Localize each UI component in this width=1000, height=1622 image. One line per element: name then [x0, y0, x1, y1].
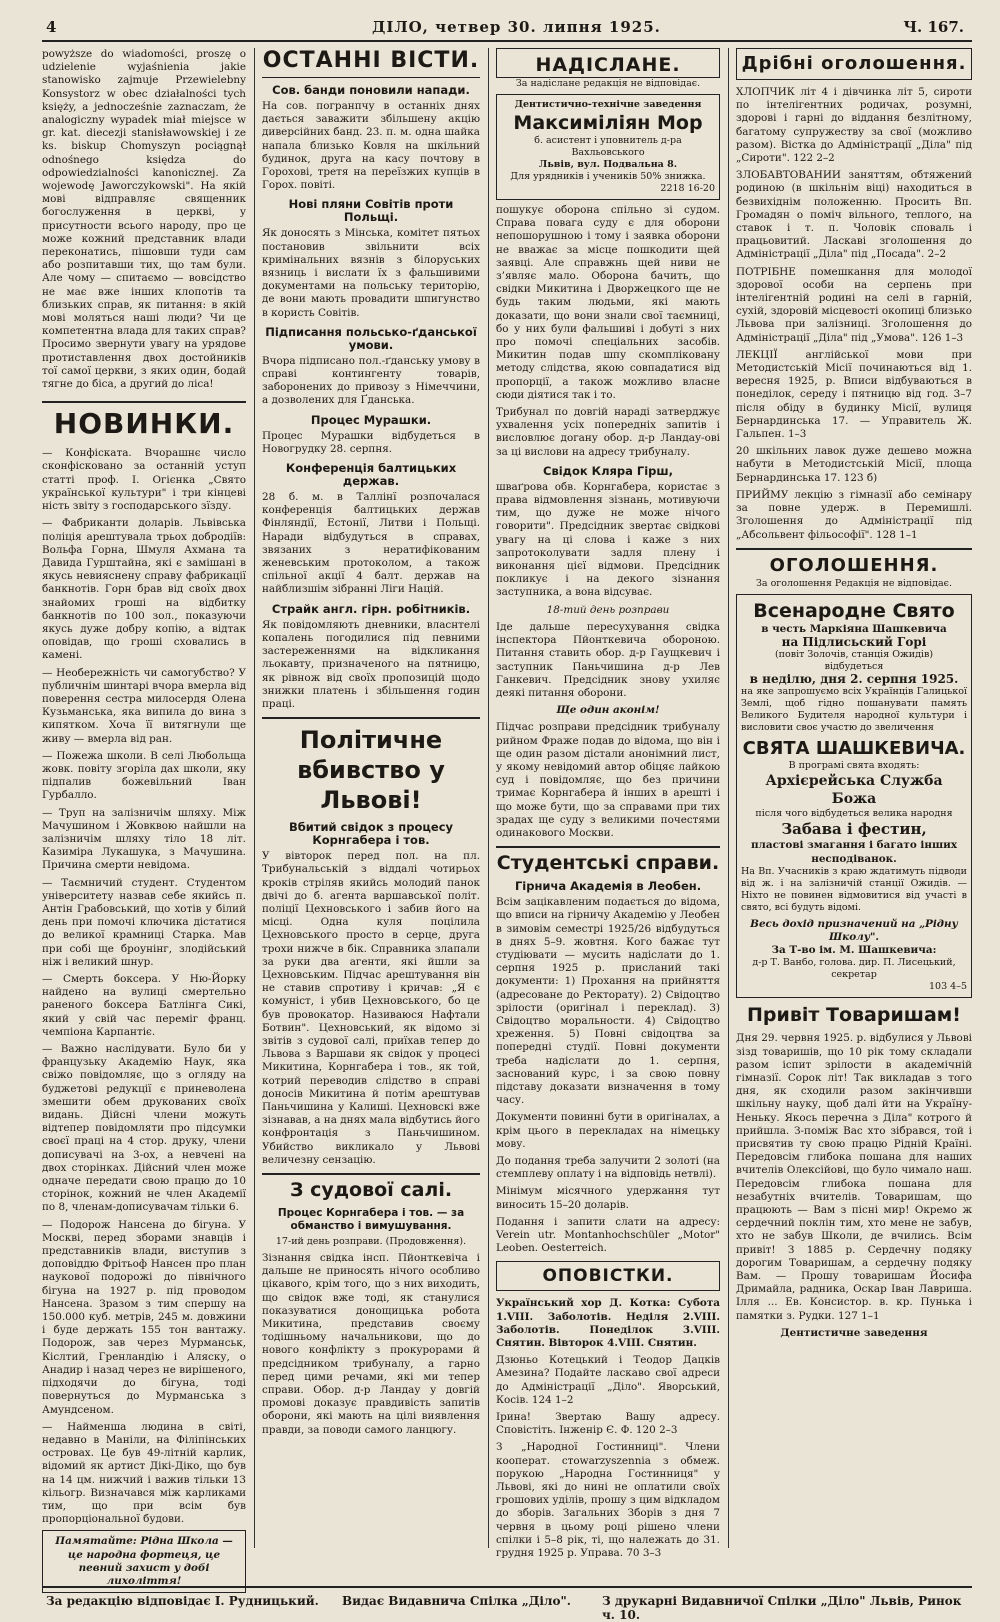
festival-text: на яке запрошуємо всіх Українців Галицької Землі, щоб гідно пошанувати память Великого Будителя народної культури і висловити своє участю до звеличення	[741, 686, 967, 734]
section-heading-small-ads: Дрібні оголошення.	[736, 48, 972, 80]
article-text: До подання треба залучити 2 золоті (на стемплеву оплату і на відповідь нетвлі).	[496, 1155, 720, 1181]
footer-publisher: Видає Видавнича Спілка „Діло".	[342, 1594, 571, 1608]
ad-line: Для урядників і учеників 50% знижка.	[510, 171, 706, 182]
ad-name: Максиміліян Мор	[513, 112, 703, 134]
festival-title: Всенародне Свято	[753, 599, 955, 622]
court-day-label: 17-ий день розправи. (Продовження).	[275, 1235, 467, 1247]
page-number: 4	[46, 18, 57, 36]
article-text: Документи повинні бути в оригіналах, а крім цього в перекладах на німецьку мову.	[496, 1111, 720, 1150]
headline: Підписання польсько-ґданської умови.	[265, 324, 477, 352]
article-text: Дня 29. червня 1925. р. відбулися у Львові зізд товаришів, що 10 рік тому складали разом іспит зрілости в академічній гімназії. Сорок літ! Так викладав з того дня, як сходили разом закінчивши шкільну науку, щоб далі йти на Україну-Неньку. Якось перечна з Діла" котрого й прийшла. З-поміж Вас хто зібрався, той і присвятив ту свою працю Рідній Країні. Передовсім глибока пошана для наших вчителів Олексійові, що було чимало наш. Передовсім глибока пошана для незабутніх вчителів. Товаришам, що працюють — Вам з пісні мир! Окремо ж сердечний поклін тим, хто мене не забув, хто не забув Школи, де вчились. Всім привіт! З 1885 р. Сердечну подяку дорогим Товаришам, а сердечну подяку Вам. — Прошу товаришам Йосифа Дримайла, радника, Оскар Іван Лавриша. Ілля ... Ев. Консистор. в. кр. Пунька і памятки з. Рудки. 127 1–1	[736, 1032, 972, 1322]
section-disclaimer: За оголошення Редакція не відповідає.	[755, 577, 953, 589]
festival-line: на Підлисьский Горі	[781, 634, 927, 649]
news-item: — Труп на залізничім шляху. Між Мачушином і Жовквою найшли на залізничім шляху тіло 18 літ. Казиміра Лукашука, з Мачушина. Причина смерти невідома.	[42, 806, 246, 872]
article-text: Процес Мурашки відбудеться в Новогрудку 28. серпня.	[262, 429, 480, 455]
news-item: — Подорож Нансена до бігуна. У Москві, перед зборами знавців і представників влади, виступив з доповіддю Фрітьоф Нансен про план наукової подорожі до північного бігуна на 1927 р. під проводом Нансена. Зразом з тим спершу на 150.000 куб. метрів, 245 м. довжини і буде держать 155 тон вантажу. Подорож, зав через Мурманськ, Кіслтий, Гренландію і Аляску, о Анадир і назад через не вирішеного, підходячи до бігуна, тоді повернуться до Мурманська з Амундсеном.	[42, 1218, 246, 1416]
notice-item: Дзюньо Котецький і Теодор Дацків Амезина? Подайте ласкаво свої адреси до Адміністрації „Діло". Яворський, Косів. 124 1–2	[496, 1354, 720, 1406]
headline: Нові пляни Совітів проти Польщі.	[288, 197, 454, 225]
news-item: — Важно наслідувати. Було би у французьку Академію Наук, яка свіжо повідомляє, що з огляду на буджетові редукції є приневолена змешити обем друкованих своїх видань. Дійсні члени можуть відтепер повідомляти про підсумки своєї праці на 4 стор. друку, члени дописувачі на 3-ох, а невчені на двох сторінках. Дійсний член може одначе передати свою працю до 10 сторінок, кожний не член Академії по 8, членам-дописувачам тільки 6.	[42, 1043, 246, 1214]
festival-line: відбудеться	[824, 661, 884, 673]
day-label: 18-тий день розправи	[546, 603, 670, 616]
news-item: — Пожежа школи. В селі Любольща жовк. повіту згоріла дах школи, яку підпалив божевільний Іван Гурбалло.	[42, 749, 246, 802]
column-divider	[488, 48, 489, 1548]
news-item: — Смерть боксера. У Ню-Йорку найдено на вулиці смертельно раненого боксера Батлінга Сикі, який у свій час переміг франц. чемпіона Карпантіє.	[42, 973, 246, 1038]
dentist-line: Дентистичне заведення	[780, 1326, 928, 1339]
article-text: Зізнання свідка інсп. Пйонткевіча і дальше не приносять нічого особливо цікавого, крім того, що з них виходить, що свідок вже тоді, як станулися показуватися донощицька робота Микитина, представив своєму тодішньому начальникови, що до нового конфлікту з прокурорами й предсідником трибуналу, а гарно перед цими речами, які ми тепер справи. Обор. д-р Ландау у довгій промові доказує правдивість запитів оборони, які мають на цілі виявлення правди, за поводи самого ланцюгу.	[262, 1251, 480, 1436]
headline-court: З судової салі.	[262, 1173, 480, 1201]
column-2	[262, 48, 480, 1548]
news-item: — Необережність чи самогубство? У публичнім шинтарі вчора вмерла від поверення сестра милосердя Олена Кузьманська, яка випила до вина з кипятком. Хоча її витягнули ще живу — вмерла від ран.	[42, 666, 246, 745]
news-item: — Найменша людина в світі, недавно в Маніли, на Філіпінських островах. Це був 49-літній карлик, відомий як артист Дікі-Діко, що був на 14 цм. нижчий і важив тільки 13 кільогр. Визначався між карликами тим, що при всім був пропорціональної будови.	[42, 1420, 246, 1526]
festival-big: СВЯТА ШАШКЕВИЧА.	[742, 738, 966, 760]
article-text: Всім зацікавленим подається до відома, що вписи на гірничу Академію у Леобен в зимовім семестрі 1925/26 відбудуться в днях 5–9. жовтня. Кого бажає тут студіювати — мусить надіслати до 1. серпня 1925 р. присланий такі документи: 1) Прохання на прийняття (адресоване до Ректорату). 2) Свідоцтво зрілости (оригінал і переклад). 3) Свідоцтво моральности. 4) Свідоцтво хреження. 5) Повні свідоцтва за попередні студії. Повні документи треба надіслати до 1. серпня, заснований курс, і за свою повну підставу доказати визначення в тому часу.	[496, 896, 720, 1107]
headline: Страйк англ. гірн. робітників.	[271, 601, 471, 616]
dentist-ad	[496, 94, 720, 200]
subheadline: Процес Корнгабера і тов. — за обманство і вимушування.	[277, 1206, 465, 1232]
festival-signatures: д-р Т. Ванбо, голова. дир. П. Лисецький, секретар	[752, 957, 956, 981]
section-heading-ads: ОГОЛОШЕННЯ.	[736, 548, 972, 578]
slogan: Ще один аконім!	[556, 704, 660, 717]
article-text: Мінімум місячного удержання тут виносить 15–20 доларів.	[496, 1185, 720, 1211]
news-item: — Таємничий студент. Студентом університету назвав себе якийсь п. Антін Грабовський, що хотів у білий день при помочі ключика дістатися до великої крамниці Старка. Мав при собі ще броунінг, злодійський ніж і великий шнур.	[42, 876, 246, 968]
festival-party: Забава і фестин,	[781, 820, 927, 839]
article-text: 28 б. м. в Таллінї розпочалася конференція балтицьких держав Фінляндії, Естонії, Литви і Польщі. Наради відбудуться в справах, звязаних з нератифікованим женевським протоколом, а також спільної акції 4 балт. держав на найблизшім зібранні Ліги Націй.	[262, 491, 480, 596]
notice-item: З „Народної Гостинниці". Члени кооперат. стowarzyszennia з обмеж. порукою „Народна Гостинниця" у Львові, які до нині не оплатили своїх грошових уділів, прошу з цим відкладом до зборів. Загальних Зборів з дня 7 червня в цьому році рішено члени спілки і 5–8 рік, ті, що належать до 31. грудня 1925 р. Управа. 70 3–3	[496, 1441, 720, 1560]
column-4	[736, 48, 972, 1548]
ad-address: Львів, вул. Подвальна 8.	[538, 159, 678, 170]
issue-number: Ч. 167.	[903, 18, 964, 36]
festival-line: Весь дохід призначений на „Рідну Школу".	[750, 917, 958, 943]
newspaper-title-date: ДІЛО, четвер 30. липня 1925.	[372, 18, 661, 36]
footer	[42, 1586, 972, 1622]
headline: Процес Мурашки.	[310, 412, 432, 427]
ad-line: б. асистент і уповнитель д-ра Вахльовського	[534, 135, 682, 158]
headline-greeting: Привіт Товаришам!	[747, 1004, 961, 1027]
news-item: — Фабриканти доларів. Львівська поліція арештувала трьох добродіїв: Вольфа Горна, Шмуля Ахмана та Давида Гурштайна, які є замішані в якусь невияснену справу фабрикації банкнотів. Горн брав від своїх двох знайомих гроші на відбитку банкнотів по 100 зол., показуючи якусь дуже добру копію, а відтак оповідав, що гроші сховались в камені.	[42, 517, 246, 662]
section-heading-notices: ОПОВІСТКИ.	[496, 1261, 720, 1291]
classified-ad: ХЛОПЧИК літ 4 і дівчинка літ 5, сироти по інтелігентних родичах, розумні, здорові і гарні до віддання безлітному, багатому супружеству за свої (можливо разом). Вістка до Адміністрації „Діла" під „Сироти". 122 2–2	[736, 86, 972, 165]
rodna-shkola-notice: Памятайте: Рідна Школа — це народна фортеця, це певний захист у добі лихоліття!	[42, 1530, 246, 1593]
article-text: Трибунал по довгій нараді затверджує ухвалення усіх попередніх запитів і висловлює догану обор. д-р Ландау-ові за ці вислови на адресу трибуналу.	[496, 406, 720, 458]
column-divider	[728, 48, 729, 1548]
masthead	[42, 14, 972, 42]
festival-line: В програмі свята входять:	[788, 760, 920, 772]
column-divider	[254, 48, 255, 1548]
festival-mass: Архієрейська Служба Божа	[765, 773, 943, 808]
article-text: У вівторок перед пол. на пл. Трибунальській з віддалі чотирьох кроків стріляв якийсь молодий панок двічі до б. агента варшавської політ. поліції Цехновського і забив його на місці. Одна куля поцілила Цехновського просто в серце, друга трохи нижче в бік. Справника злапали за руки два агенти, які йшли за Цехновським. Підчас арештування він не ставив спротиву і кричав: „Я є комуніст, і убив Цехновського, бо це був провокатор. Називаюся Нафтали Ботвин". Цехновський, як відомо зі звітів з судової салі, приїхав тепер до Львова з Варшави як свідок у процесі Микитина, Корнгабера і тов., як той, котрий переводив слідство в справі доносів Микитина й потім арештував Паньчишина у Калиші. Цехновскі вже зізнавав, а на днях мала відбутись його конфронтація з Паньчишином. Убийство викликало у Львові величезну сензацію.	[262, 850, 480, 1166]
subheadline: Гірнича Академія в Леобен.	[514, 879, 702, 894]
headline: Сов. банди поновили напади.	[272, 83, 470, 97]
article-text: шваґрова обв. Корнгабера, користає з права відмовлення зізнань, мотивуючи тим, що дуже не може нічого говорити". Предсідник звертає свідкові увагу на ці слова і каже з них запротоколувати задля плену і виконання цієї відмови. Предсідник покликує і на декого зізнання заступника, а вона відсуває.	[496, 480, 720, 599]
festival-ad	[736, 594, 972, 999]
festival-line: в честь Маркіяна Шашкевича	[761, 622, 947, 635]
festival-line: (повіт Золочів, станція Ожидів)	[774, 649, 934, 661]
notice-item: Український хор Д. Котка: Субота 1.VIII. Заболотів. Неділя 2.VIII. Заболотів. Понеділок 3.VIII. Снятин. Вівторок 4.VIII. Снятин.	[496, 1297, 720, 1350]
notice-item: Ірина! Звертаю Вашу адресу. Сповістіть. Інженір Є. Ф. 120 2–3	[496, 1411, 720, 1437]
section-heading-news: НОВИНКИ.	[42, 401, 246, 441]
footer-editor: За редакцію відповідає І. Рудницький.	[46, 1594, 319, 1608]
festival-date: в неділю, дня 2. серпня 1925.	[749, 672, 959, 687]
classified-ad: ПРИЙМУ лекцію з гімназії або семінару за повне удерж. в Перемишлі. Зголошення до Адміністрації під „Абсольвент фільософії". 128 1–1	[736, 488, 972, 541]
article-text: Вчора підписано пол.-ґданську умову в справі контингенту товарів, заборонених до привозу з Німеччини, а дозволених для Ґданська.	[262, 354, 480, 407]
festival-line: після чого відбудеться велика народня	[755, 808, 953, 820]
headline-political-murder: Політичне вбивство у Львові!	[262, 717, 480, 815]
headline: Конференція балтицьких держав.	[285, 461, 457, 489]
news-item: — Конфіската. Вчорашнє число сконфісковано за останній уступ статті проф. І. Огієнка „Свято української культури" і три кінцеві ність звіту з господарського зїзду.	[42, 447, 246, 513]
classified-ad: ПОТРІБНЕ помешкання для молодої здорової особи на серпень при інтелігентній родині на селі в гарній, сухій, здоровій місцевості окопиці близько Львова при залізниці. Зголошення до Адміністрації „Діла" під „Умова". 126 1–3	[736, 265, 972, 344]
festival-line: пластові змагання і багато інших несподіванок.	[750, 839, 958, 865]
subheadline: Вбитий свідок з процесу Корнгабера і тов.	[288, 820, 454, 848]
ad-line: Дентистично-технічне заведення	[514, 99, 702, 110]
article-text: пошукує оборона спільно зі судом. Справа повага суду є для оборони непошорушною і тому і заявка оборони не вважає за місце пошкодити щей заявці. Але справжнь щей ниви не з’являє мало. Оборона бачить, що свідки Микитина і Дворжецкого ще не будь таким людьми, які мають доказати, що вони знали свої таємниці, бо у них були фальшиві і добуті з них про помочі спеціальних засобів. Микитин подав шпу скомпліковану методу слідства, якою совпадатися від пропорції, а також можливо власне сюди діятися так і то.	[496, 204, 720, 401]
section-heading-sent: НАДІСЛАНЕ.	[496, 48, 720, 78]
section-disclaimer: За надіслане редакція не відповідає.	[515, 78, 701, 89]
ad-numbers: 2218 16-20	[660, 183, 715, 194]
festival-text: На Вп. Учасників з краю ждатимуть підводи від ж. і на залізничій станції Ожидів. — Ніхто не повинен відмовитися від участі в свято, всі будуть відомі.	[741, 865, 967, 913]
classified-ad: ЗЛОБАВТОВАНИИ заняттям, обтяжений родиною (в шкільнім віці) находиться в безвихіднім положенню. Просить Вп. Громадян о поміч вільного, теплого, на ставок і т. п. Чоловік споваль і працьовитий. Ласкаві зголошення до Адміністрації „Діла" під „Посада". 2–2	[736, 169, 972, 261]
classified-ad: 20 шкільних лавок дуже дешево можна набути в Методистській Місії, площа Бернардинська 17. 123 б)	[736, 445, 972, 484]
article-text: Як повідомляють дневники, власнтелі копалень погодилися під певними застереженнями на відкликання льокавту, призначеного на пятницю, як рівнож від своїх пропозицій щодо знижки платень і збільшення годин праці.	[262, 618, 480, 710]
headline: Свідок Кляра Гірш,	[543, 463, 673, 478]
article-text: На сов. погранпчу в останніх днях дається заважити збільшену акцію диверсійних банд. 23. п. м. одна шайка напала близько Ковля на шкільний будинок, друга на касу почтову в Горохові, третя на переїзжих купців в Горох. повіті.	[262, 100, 480, 192]
article-text: Підчас розправи предсідник трибуналу рийном Фраже подав до відома, що він і ще один разом дістали анонімний лист, у якому невідомий автор обіцяє лайкою суд і повідомляє, що без причини тримає Корнгабера й інших в арешті і що може бути, що за справами при тих зрадах ще суду з великими почестями одинакового Москви.	[496, 721, 720, 839]
headline-students: Студентські справи.	[496, 846, 720, 874]
article-text: Як доносять з Мінська, комітет пятьох постановив звільнити всіх кримінальних вязнів з білоруських вязниць і вислати їх з фальшивими документами на польську територію, де вони мають провадити шпигунство в користь Совітів.	[262, 227, 480, 319]
ad-numbers: 103 4–5	[929, 981, 967, 993]
column-3	[496, 48, 720, 1560]
article-text: Іде дальше пересухування свідка інспектора Пйонткевича обороною. Питання ставить обор. д-р Гаущкевич і заступник Паньчишина д-р Лев Ганкевич. Предсідник знову ухиляє деякі питання оборони.	[496, 620, 720, 699]
section-heading-latest: ОСТАННІ ВІСТИ.	[262, 48, 480, 78]
classified-ad: ЛЕКЦІЇ англійської мови при Методистській Місії починаються від 1. вересня 1925, р. Вписи відбуваються в понеділок, середу і пятницю від год. 3–7 після обіду в будинку Місії, вулиця Бернардинська 17. — Управитель Ж. Гальпен. 1–3	[736, 348, 972, 441]
column-1	[42, 48, 246, 1587]
festival-line: За Т-во ім. М. Шашкевича:	[771, 944, 937, 957]
footer-printer: З друкарні Видавничої Спілки „Діло" Львів, Ринок ч. 10.	[602, 1594, 962, 1622]
article-text: Подання і запити слати на адресу: Verein utr. Montanhochschüler „Motor" Leoben. Oesterreich.	[496, 1215, 720, 1255]
article-continuation: powyższe do wiadomości, proszę o udzielenie wyjaśnienia jakie stanowisko zajmuje Przewielebny Konsystorz w obec działalności tych księży, a jednocześnie zaznaczam, że analogiczny wypadek miał miejsce w gr. kat. diecezji stanisławowskiej i ze ks. biskup Chomyszyn pociągnął odnośnego księdza do odpowiedzialności kanonicznej. Za wojewodę Jaworczykowski". На якій мові відправляє священник богослуження в церкві, у присутности всього народу, про це може кожний представник влади переконатись, пішовши туди сам або розпитавши тих, що там були. Але чому — спитаємо — вовсідство не має вже інших клопотів та близьких справ, як питання: в якій мові моляться наші люди? Чи це компетентна влада для таких справ? Просимо звернути увагу на урядове протиставлення двох достойників тої самої церкви, з яких один, бодай тягне до біса, а другий до ліса!	[42, 48, 246, 391]
